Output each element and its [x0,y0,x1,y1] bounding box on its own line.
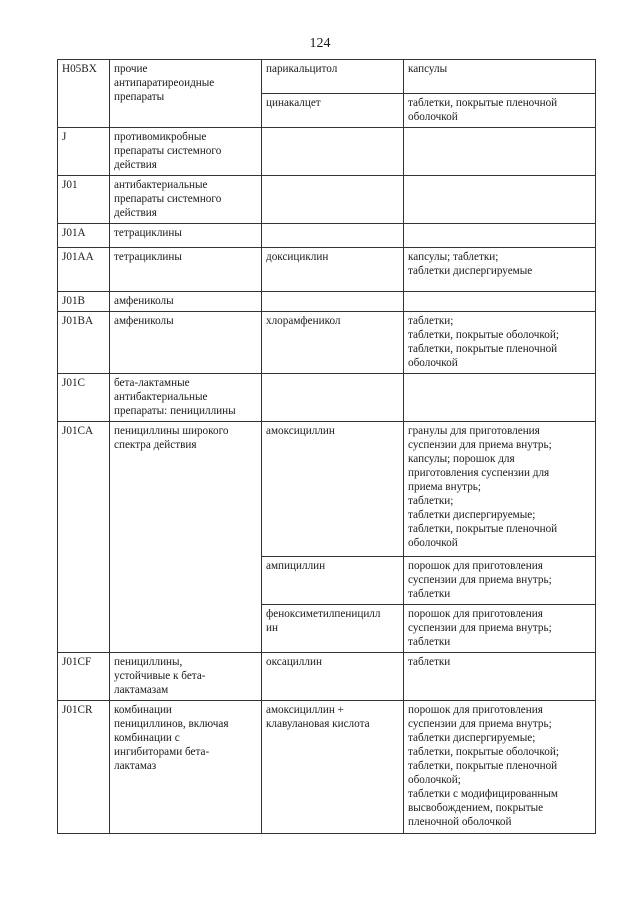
table-row [58,312,596,374]
drug-table [57,59,596,834]
group-name-cell: антибактериальные препараты системного действия [110,176,262,224]
table-row [58,422,596,557]
table-row [58,176,596,224]
dosage-form-cell: гранулы для приготовления суспензии для приема внутрь; капсулы; порошок для приготовления суспензии для приема внутрь; таблетки; таблетки диспергируемые; таблетки, покрытые пленочной оболочкой [404,422,596,557]
dosage-form-cell [404,374,596,422]
table-row [58,653,596,701]
dosage-form-cell: капсулы [404,60,596,94]
group-name-cell: пенициллины широкого спектра действия [110,422,262,653]
atc-code-cell: J01CA [58,422,110,653]
atc-code-cell: J01CF [58,653,110,701]
atc-code-cell: J01A [58,224,110,248]
atc-code-cell: H05BX [58,60,110,128]
dosage-form-cell: таблетки [404,653,596,701]
dosage-form-cell: порошок для приготовления суспензии для приема внутрь; таблетки диспергируемые; таблетки, покрытые оболочкой; таблетки, покрытые пленочной оболочкой; таблетки с модифицированным высвобождением, покрытые пленочной оболочкой [404,701,596,834]
drug-name-cell: феноксиметилпеницилл ин [262,605,404,653]
group-name-cell: комбинации пенициллинов, включая комбинации с ингибиторами бета- лактамаз [110,701,262,834]
atc-code-cell: J01B [58,292,110,312]
table-row [58,374,596,422]
table-row [58,128,596,176]
atc-code-cell: J01 [58,176,110,224]
dosage-form-cell: порошок для приготовления суспензии для приема внутрь; таблетки [404,557,596,605]
table-row [58,60,596,94]
group-name-cell: бета-лактамные антибактериальные препараты: пенициллины [110,374,262,422]
table-row [58,224,596,248]
drug-name-cell: амоксициллин [262,422,404,557]
group-name-cell: амфениколы [110,312,262,374]
drug-name-cell [262,374,404,422]
table-row [58,248,596,292]
atc-code-cell: J [58,128,110,176]
group-name-cell: тетрациклины [110,248,262,292]
drug-name-cell [262,292,404,312]
group-name-cell: тетрациклины [110,224,262,248]
drug-name-cell: цинакалцет [262,94,404,128]
group-name-cell: пенициллины, устойчивые к бета- лактамазам [110,653,262,701]
drug-name-cell [262,128,404,176]
drug-name-cell [262,224,404,248]
dosage-form-cell: таблетки, покрытые пленочной оболочкой [404,94,596,128]
atc-code-cell: J01AA [58,248,110,292]
dosage-form-cell: порошок для приготовления суспензии для приема внутрь; таблетки [404,605,596,653]
dosage-form-cell [404,128,596,176]
dosage-form-cell [404,224,596,248]
group-name-cell: противомикробные препараты системного действия [110,128,262,176]
group-name-cell: амфениколы [110,292,262,312]
drug-name-cell: оксациллин [262,653,404,701]
atc-code-cell: J01BA [58,312,110,374]
dosage-form-cell: таблетки; таблетки, покрытые оболочкой; таблетки, покрытые пленочной оболочкой [404,312,596,374]
dosage-form-cell [404,292,596,312]
drug-name-cell: парикальцитол [262,60,404,94]
atc-code-cell: J01C [58,374,110,422]
table-row [58,701,596,834]
table-row [58,292,596,312]
group-name-cell: прочие антипаратиреоидные препараты [110,60,262,128]
dosage-form-cell [404,176,596,224]
drug-name-cell: амоксициллин + клавулановая кислота [262,701,404,834]
drug-name-cell [262,176,404,224]
dosage-form-cell: капсулы; таблетки; таблетки диспергируемые [404,248,596,292]
drug-name-cell: доксициклин [262,248,404,292]
atc-code-cell: J01CR [58,701,110,834]
drug-name-cell: ампициллин [262,557,404,605]
page-number: 124 [309,36,331,51]
drug-name-cell: хлорамфеникол [262,312,404,374]
